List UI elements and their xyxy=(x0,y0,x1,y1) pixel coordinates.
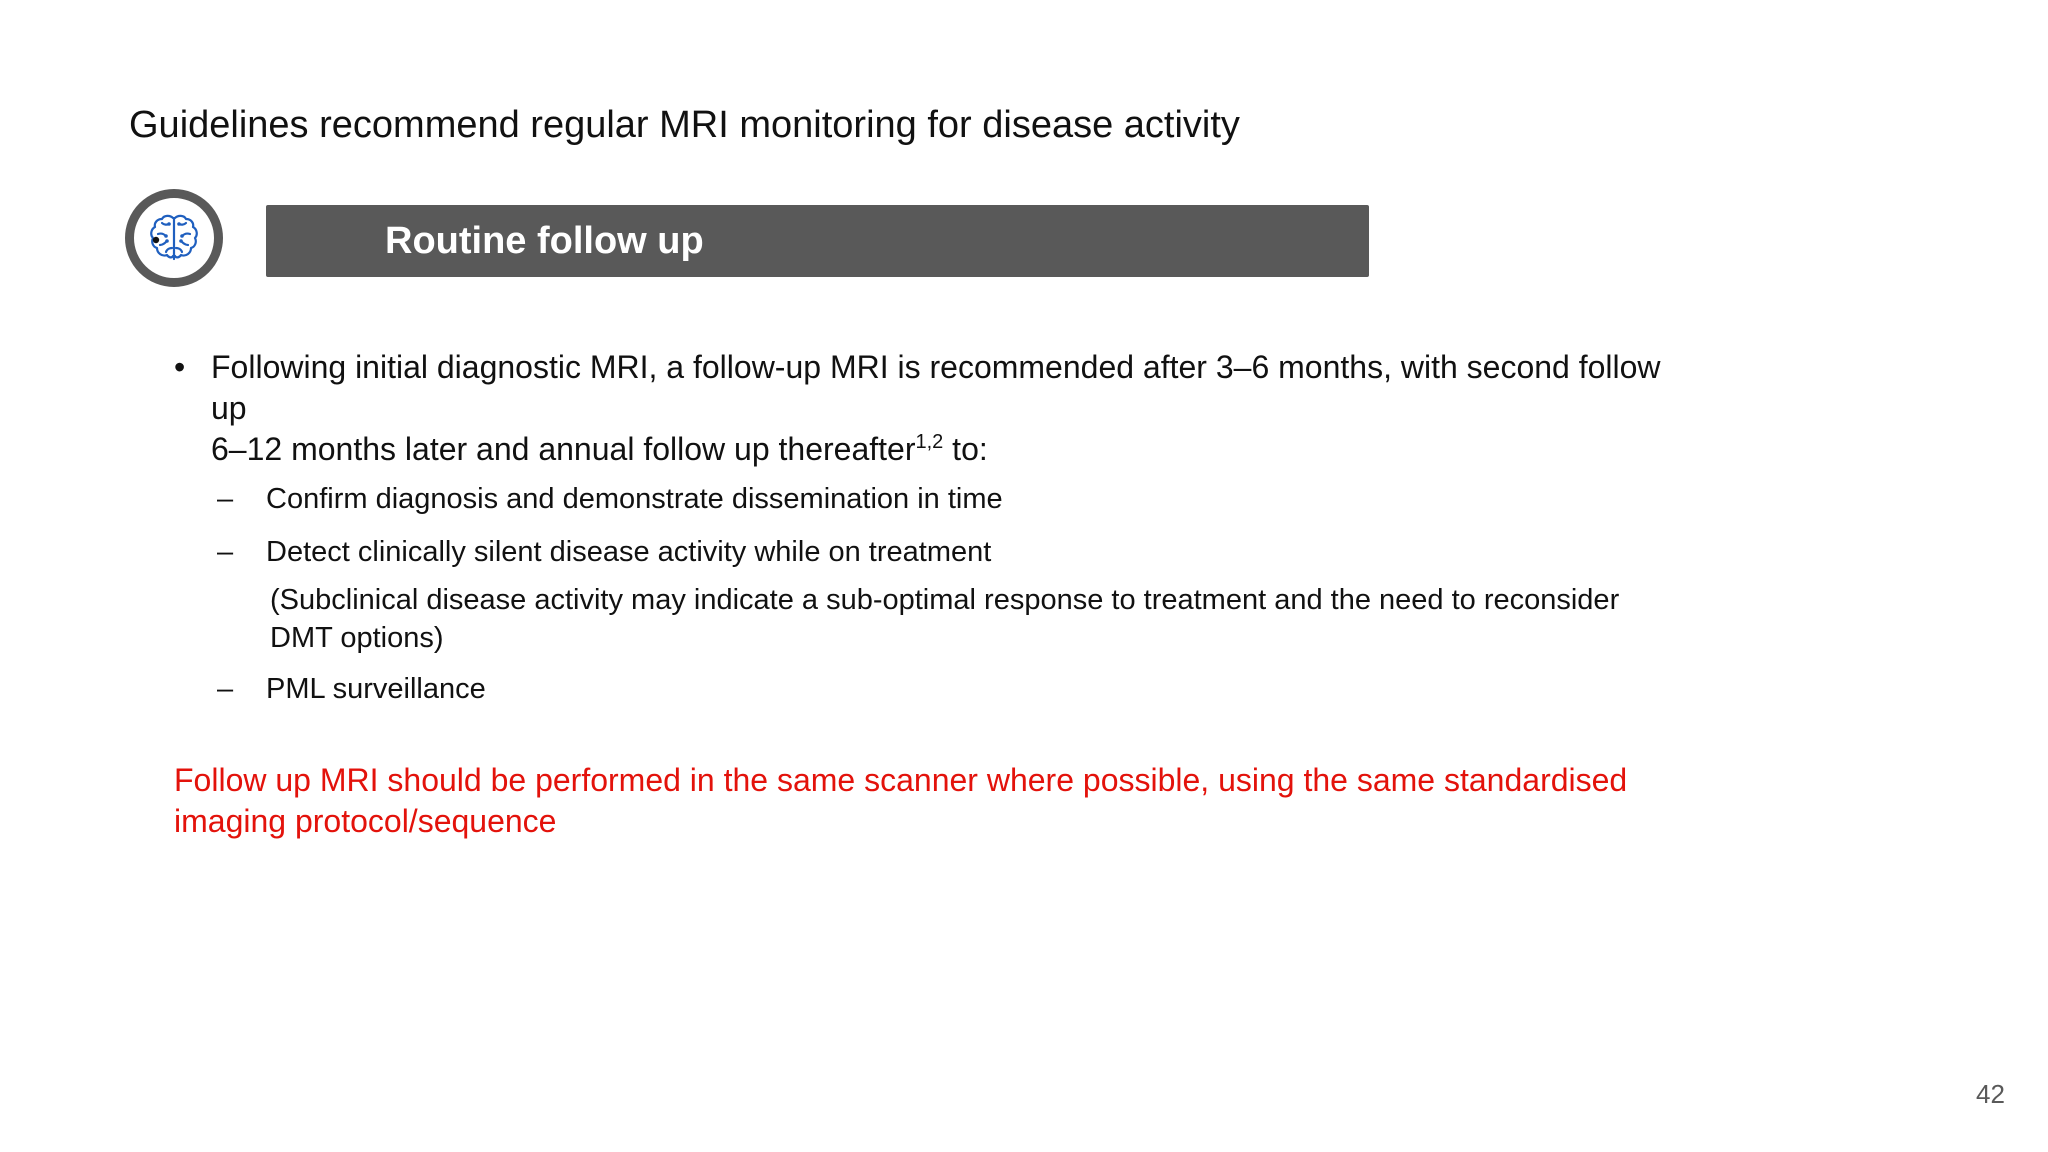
sub-bullet-text: Confirm diagnosis and demonstrate dissemination in time xyxy=(266,483,1003,515)
sub-note-line-2: DMT options) xyxy=(270,622,444,654)
bullet-marker: • xyxy=(174,349,186,385)
red-emphasis-note xyxy=(174,760,1794,842)
section-header-label: Routine follow up xyxy=(385,220,704,262)
brain-icon xyxy=(146,210,202,266)
sub-bullet-text: PML surveillance xyxy=(266,673,486,705)
sub-bullet-note xyxy=(174,581,1794,657)
sub-bullet-text: Detect clinically silent disease activity while on treatment xyxy=(266,536,992,568)
reference-superscript: 1,2 xyxy=(915,431,944,453)
red-note-line-2: imaging protocol/sequence xyxy=(174,803,557,839)
sub-note-line-1: (Subclinical disease activity may indicate a sub-optimal response to treatment and the need to reconsider xyxy=(270,584,1620,616)
sub-bullet-item xyxy=(174,534,1794,570)
sub-bullet-item xyxy=(174,481,1794,517)
bullet-line-3-end: to: xyxy=(943,431,988,467)
sub-bullet-marker: – xyxy=(217,483,234,515)
section-header-bar xyxy=(266,205,1369,277)
bullet-line-1: Following initial diagnostic MRI, a follow-up MRI is recommended after 3–6 months, with second follow xyxy=(211,349,1661,385)
sub-bullet-marker: – xyxy=(217,673,234,705)
body-content xyxy=(174,347,1794,724)
bullet-line-3-text: 6–12 months later and annual follow up thereafter xyxy=(211,431,916,467)
sub-bullet-marker: – xyxy=(217,536,234,568)
sub-bullet-item xyxy=(174,671,1794,707)
brain-icon-badge xyxy=(125,189,223,287)
red-note-line-1: Follow up MRI should be performed in the same scanner where possible, using the same standardised xyxy=(174,762,1628,798)
bullet-line-3 xyxy=(211,429,1794,470)
main-bullet xyxy=(174,347,1794,470)
bullet-line-2: up xyxy=(211,390,247,426)
sub-bullet-list xyxy=(174,481,1794,707)
page-number: 42 xyxy=(1976,1079,2005,1109)
slide-title: Guidelines recommend regular MRI monitoring for disease activity xyxy=(129,104,1240,146)
